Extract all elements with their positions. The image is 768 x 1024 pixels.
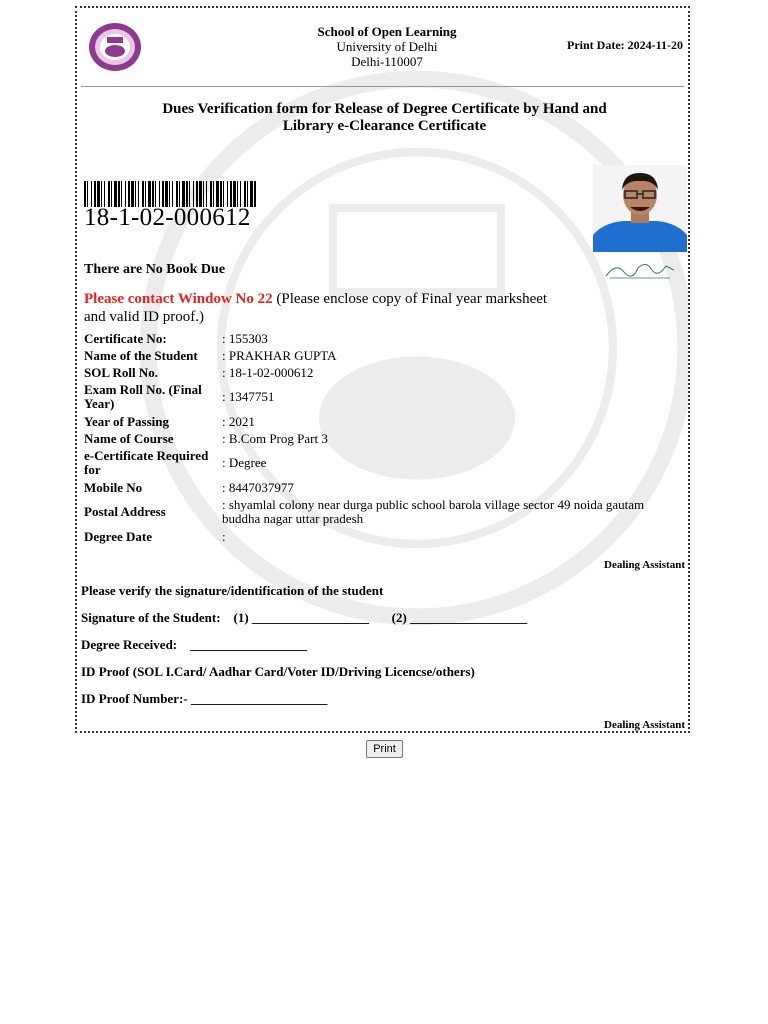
contact-notice [84,290,554,326]
detail-label: Exam Roll No. (Final Year) [84,382,202,411]
university-name: University of Delhi [336,39,438,54]
contact-window-highlight: Please contact Window No 22 [84,291,273,307]
detail-label: SOL Roll No. [84,364,159,380]
detail-value: : PRAKHAR GUPTA [222,347,337,363]
detail-label: Certificate No: [84,330,167,346]
student-signature-lines: Signature of the Student: (1) __________________ (2) __________________ [81,610,528,625]
id-proof-number-line: ID Proof Number:- _____________________ [81,691,328,706]
detail-label: Mobile No [84,479,143,495]
no-book-due-notice: There are No Book Due [84,262,226,277]
print-button[interactable]: Print [366,740,403,758]
university-seal-icon [87,21,143,73]
university-city: Delhi-110007 [351,54,423,69]
detail-value: : 1347751 [222,389,275,404]
detail-row [82,447,684,479]
header-divider [81,86,684,87]
degree-received-line: Degree Received: __________________ [81,637,308,652]
student-details-table [82,330,684,545]
detail-value: : B.Com Prog Part 3 [222,430,328,446]
detail-label: e-Certificate Required for [84,448,209,477]
detail-value: : 155303 [222,330,268,346]
detail-value: : [222,528,226,544]
verify-instruction: Please verify the signature/identification of the student [81,583,384,598]
detail-row [82,330,684,347]
dealing-assistant-label-1: Dealing Assistant [604,559,685,571]
form-title-line-1: Dues Verification form for Release of Degree Certificate by Hand and [162,101,607,117]
form-title-line-2: Library e-Clearance Certificate [282,118,487,134]
detail-row [82,364,684,381]
detail-label: Postal Address [84,504,166,519]
student-signature [604,256,676,282]
contact-instruction: (Please enclose copy of Final year marksheet and valid ID proof.) [84,291,548,325]
detail-label: Year of Passing [84,413,169,429]
detail-row [82,496,684,528]
detail-value: : shyamlal colony near durga public school barola village sector 49 noida gautam buddha nagar uttar pradesh [222,497,645,526]
detail-row [82,381,684,413]
print-date: Print Date: 2024-11-20 [567,38,683,52]
institution-name: School of Open Learning [317,24,457,39]
detail-value: : Degree [222,455,267,470]
detail-value: : 18-1-02-000612 [222,364,314,380]
barcode-number: 18-1-02-000612 [84,204,251,231]
certificate-form [75,6,690,733]
detail-row [82,413,684,430]
detail-label: Name of Course [84,430,174,446]
detail-row [82,347,684,364]
detail-row [82,479,684,496]
detail-label: Degree Date [84,528,152,544]
detail-value: : 8447037977 [222,479,294,495]
student-photo [593,165,687,252]
detail-value: : 2021 [222,413,255,429]
detail-row [82,528,684,545]
detail-label: Name of the Student [84,347,198,363]
id-proof-types: ID Proof (SOL I.Card/ Aadhar Card/Voter ID/Driving Licencse/others) [81,664,475,679]
header-institution-block [247,24,527,69]
dealing-assistant-label-2: Dealing Assistant [604,719,685,731]
detail-row [82,430,684,447]
form-title [137,101,632,135]
